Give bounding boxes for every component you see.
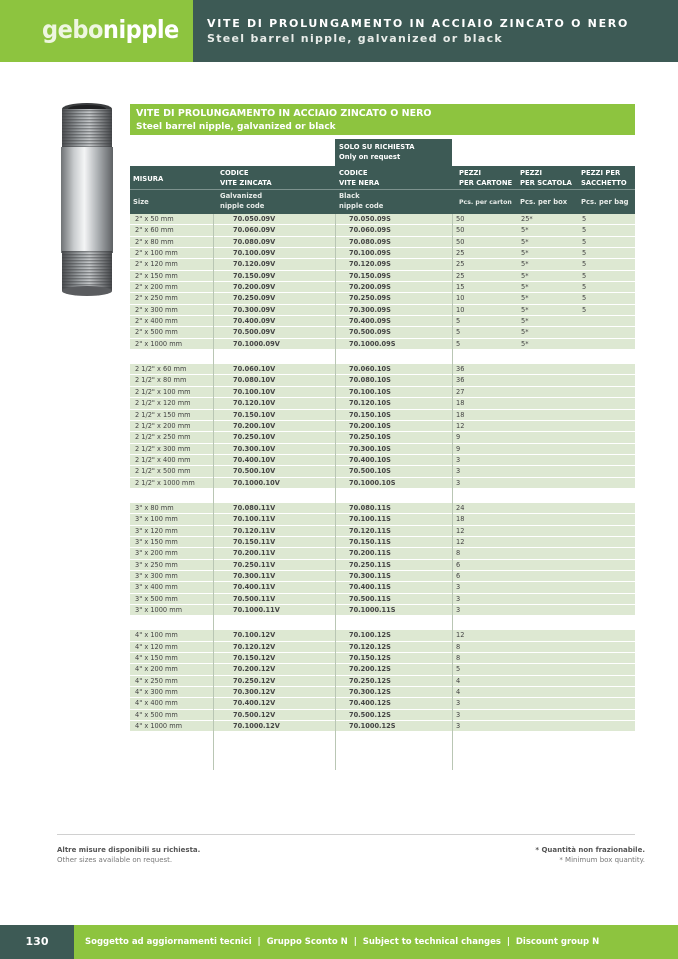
cell-galvanized-code: 70.500.11V [233,594,276,603]
table-row [130,421,635,432]
note-left-en: Other sizes available on request. [57,856,173,864]
table-row [130,503,635,514]
col-codice-zincata [220,169,272,188]
table-row [130,560,635,571]
cell-pcs-carton: 24 [456,503,465,512]
table-row [130,605,635,616]
cell-galvanized-code: 70.300.11V [233,571,276,580]
cell-size: 2 1/2" x 1000 mm [135,478,195,487]
cell-black-code: 70.100.12S [349,631,391,640]
cell-galvanized-code: 70.100.11V [233,515,276,524]
cell-galvanized-code: 70.400.09V [233,317,276,326]
cell-pcs-box: 5* [521,294,529,303]
col-codice-zincata-2: VITE ZINCATA [220,178,272,187]
cell-black-code: 70.120.11S [349,526,391,535]
note-left-it: Altre misure disponibili su richiesta. [57,846,201,854]
col-pcs-bag: Pcs. per bag [581,198,629,206]
table-row [130,271,635,282]
col-pezzi-scatola-2: PER SCATOLA [520,178,572,187]
cell-black-code: 70.250.11S [349,560,391,569]
cell-pcs-carton: 18 [456,399,465,408]
cell-black-code: 70.300.10S [349,444,391,453]
cell-size: 4" x 1000 mm [135,722,183,731]
col-misura: MISURA [133,175,164,183]
cell-pcs-carton: 8 [456,642,461,651]
cell-black-code: 70.300.12S [349,688,391,697]
cell-black-code: 70.250.10S [349,433,391,442]
cell-size: 4" x 250 mm [135,676,178,685]
cell-size: 3" x 150 mm [135,537,178,546]
cell-pcs-carton: 6 [456,560,461,569]
cell-galvanized-code: 70.300.09V [233,305,276,314]
cell-galvanized-code: 70.200.12V [233,665,276,674]
cell-pcs-carton: 5 [456,328,461,337]
cell-black-code: 70.060.09S [349,226,391,235]
table-body [130,214,635,732]
cell-pcs-carton: 25 [456,249,465,258]
table-row [130,653,635,664]
table-row [130,478,635,489]
cell-pcs-box: 5* [521,283,529,292]
cell-pcs-carton: 3 [456,478,461,487]
cell-size: 4" x 100 mm [135,631,178,640]
cell-pcs-box: 5* [521,226,529,235]
cell-galvanized-code: 70.150.09V [233,271,276,280]
header-title-it: VITE DI PROLUNGAMENTO IN ACCIAIO ZINCATO O NERO [207,17,630,30]
cell-pcs-carton: 3 [456,722,461,731]
cell-size: 2" x 1000 mm [135,339,183,348]
gebonipple-logo [42,15,179,44]
cell-pcs-carton: 5 [456,317,461,326]
cell-black-code: 70.250.09S [349,294,391,303]
cell-black-code: 70.060.10S [349,365,391,374]
cell-size: 4" x 120 mm [135,642,178,651]
cell-pcs-carton: 3 [456,467,461,476]
cell-size: 2" x 400 mm [135,317,178,326]
table-row [130,327,635,338]
cell-size: 3" x 100 mm [135,515,178,524]
col-pezzi-scatola-1: PEZZI [520,169,543,177]
cell-galvanized-code: 70.120.12V [233,642,276,651]
cell-galvanized-code: 70.150.11V [233,537,276,546]
table-row [130,594,635,605]
cell-black-code: 70.500.09S [349,328,391,337]
cell-black-code: 70.400.12S [349,699,391,708]
cell-black-code: 70.500.11S [349,594,391,603]
cell-black-code: 70.200.10S [349,421,391,430]
cell-black-code: 70.150.09S [349,271,391,280]
cell-pcs-carton: 3 [456,606,461,614]
cell-size: 3" x 250 mm [135,560,178,569]
cell-pcs-carton: 25 [456,271,465,280]
cell-pcs-box: 5* [521,260,529,269]
cell-size: 2 1/2" x 200 mm [135,421,191,430]
group-spacer [130,350,635,364]
cell-black-code: 70.050.09S [349,215,391,223]
only-on-request-header [335,139,452,166]
table-row [130,444,635,455]
cell-galvanized-code: 70.1000.11V [233,606,280,614]
cell-black-code: 70.1000.11S [349,606,396,614]
table-row [130,237,635,248]
cell-size: 4" x 200 mm [135,665,178,674]
cell-galvanized-code: 70.300.10V [233,444,276,453]
table-row [130,339,635,350]
cell-galvanized-code: 70.200.10V [233,421,276,430]
cell-pcs-carton: 12 [456,421,465,430]
cell-black-code: 70.200.12S [349,665,391,674]
cell-pcs-carton: 9 [456,433,461,442]
col-pezzi-cartone [459,169,512,188]
cell-size: 3" x 300 mm [135,571,178,580]
cell-pcs-carton: 3 [456,699,461,708]
cell-galvanized-code: 70.500.10V [233,467,276,476]
cell-galvanized-code: 70.150.12V [233,654,276,663]
cell-pcs-carton: 3 [456,583,461,592]
cell-black-code: 70.100.09S [349,249,391,258]
cell-black-code: 70.1000.10S [349,478,396,487]
table-row [130,526,635,537]
cell-size: 2" x 120 mm [135,260,178,269]
cell-pcs-bag: 5 [582,294,587,303]
table-row [130,387,635,398]
cell-black-code: 70.1000.09S [349,339,396,348]
table-row [130,537,635,548]
cell-size: 2" x 100 mm [135,249,178,258]
cell-size: 2 1/2" x 120 mm [135,399,191,408]
table-row [130,514,635,525]
table-row [130,571,635,582]
table-row [130,364,635,375]
cell-size: 4" x 300 mm [135,688,178,697]
column-divider [213,214,214,770]
cell-pcs-carton: 12 [456,631,465,640]
notes-divider [57,834,635,835]
table-row [130,710,635,721]
column-divider [452,214,453,770]
table-row [130,582,635,593]
table-row [130,698,635,709]
cell-pcs-carton: 18 [456,515,465,524]
col-pezzi-sacchetto-2: SACCHETTO [581,178,627,187]
cell-size: 2" x 200 mm [135,283,178,292]
cell-black-code: 70.400.10S [349,455,391,464]
group-spacer [130,616,635,630]
cell-black-code: 70.080.10S [349,376,391,385]
cell-size: 2" x 50 mm [135,215,174,223]
cell-galvanized-code: 70.050.09V [233,215,276,223]
cell-galvanized-code: 70.120.11V [233,526,276,535]
table-row [130,548,635,559]
col-pcs-box: Pcs. per box [520,198,568,206]
cell-size: 4" x 150 mm [135,654,178,663]
cell-black-code: 70.150.11S [349,537,391,546]
table-row [130,398,635,409]
cell-pcs-carton: 10 [456,294,465,303]
cell-black-code: 70.500.12S [349,710,391,719]
cell-size: 2 1/2" x 80 mm [135,376,187,385]
cell-galvanized-code: 70.250.10V [233,433,276,442]
cell-pcs-carton: 6 [456,571,461,580]
table-row [130,282,635,293]
cell-black-code: 70.080.09S [349,237,391,246]
cell-black-code: 70.120.09S [349,260,391,269]
cell-galvanized-code: 70.200.11V [233,549,276,558]
cell-galvanized-code: 70.200.09V [233,283,276,292]
cell-black-code: 70.150.10S [349,410,391,419]
table-row [130,410,635,421]
col-galvanized-code-1: Galvanized [220,192,263,200]
table-row [130,316,635,327]
cell-galvanized-code: 70.100.09V [233,249,276,258]
col-pezzi-cartone-1: PEZZI [459,169,482,177]
logo-alt-text: nipple [102,15,179,44]
cell-pcs-carton: 50 [456,237,465,246]
cell-galvanized-code: 70.100.10V [233,387,276,396]
table-row [130,214,635,225]
cell-pcs-carton: 3 [456,710,461,719]
cell-pcs-bag: 5 [582,305,587,314]
col-codice-zincata-1: CODICE [220,169,249,177]
cell-pcs-carton: 5 [456,665,461,674]
cell-size: 2 1/2" x 250 mm [135,433,191,442]
cell-size: 3" x 500 mm [135,594,178,603]
cell-galvanized-code: 70.100.12V [233,631,276,640]
solo-label-it: SOLO SU RICHIESTA [339,143,415,151]
cell-size: 3" x 80 mm [135,503,174,512]
cell-black-code: 70.300.09S [349,305,391,314]
cell-pcs-bag: 5 [582,226,587,235]
cell-size: 3" x 120 mm [135,526,178,535]
cell-pcs-box: 5* [521,339,529,348]
col-pezzi-sacchetto-1: PEZZI PER [581,169,621,177]
header-title-en: Steel barrel nipple, galvanized or black [207,32,504,45]
cell-galvanized-code: 70.1000.10V [233,478,280,487]
cell-galvanized-code: 70.500.12V [233,710,276,719]
table-row [130,466,635,477]
col-galvanized-code-2: nipple code [220,201,265,210]
cell-pcs-box: 5* [521,317,529,326]
cell-pcs-carton: 3 [456,455,461,464]
cell-black-code: 70.200.11S [349,549,391,558]
cell-black-code: 70.400.11S [349,583,391,592]
table-header [130,166,635,214]
cell-galvanized-code: 70.1000.09V [233,339,280,348]
cell-size: 3" x 1000 mm [135,606,183,614]
table-row [130,455,635,466]
cell-size: 2 1/2" x 150 mm [135,410,191,419]
cell-size: 2" x 250 mm [135,294,178,303]
cell-pcs-carton: 9 [456,444,461,453]
cell-galvanized-code: 70.500.09V [233,328,276,337]
table-row [130,630,635,641]
table-row [130,375,635,386]
cell-black-code: 70.080.11S [349,503,391,512]
table-row [130,664,635,675]
cell-black-code: 70.500.10S [349,467,391,476]
column-divider [335,214,336,770]
cell-pcs-carton: 25 [456,260,465,269]
page-number: 130 [0,925,74,959]
section-title-bar [130,104,635,135]
cell-size: 2 1/2" x 500 mm [135,467,191,476]
cell-pcs-box: 5* [521,249,529,258]
cell-black-code: 70.120.10S [349,399,391,408]
col-codice-nera-2: VITE NERA [339,178,380,187]
col-size: Size [133,198,149,206]
footer-text: Soggetto ad aggiornamenti tecnici | Gruppo Sconto N | Subject to technical changes | Discount group N [85,937,600,947]
cell-pcs-carton: 4 [456,688,461,697]
table-row [130,687,635,698]
table-row [130,432,635,443]
cell-black-code: 70.1000.12S [349,722,396,731]
cell-pcs-carton: 12 [456,537,465,546]
table-row [130,259,635,270]
header-separator [130,189,635,190]
group-spacer [130,489,635,503]
cell-size: 4" x 400 mm [135,699,178,708]
table-row [130,293,635,304]
cell-black-code: 70.250.12S [349,676,391,685]
cell-size: 2" x 150 mm [135,271,178,280]
logo-main-text: gebo [42,15,103,44]
cell-pcs-bag: 5 [582,249,587,258]
cell-galvanized-code: 70.150.10V [233,410,276,419]
solo-label-en: Only on request [339,153,401,161]
cell-black-code: 70.100.10S [349,387,391,396]
cell-pcs-box: 25* [521,215,533,223]
cell-pcs-box: 5* [521,328,529,337]
cell-black-code: 70.150.12S [349,654,391,663]
cell-pcs-carton: 5 [456,339,461,348]
col-pcs-carton: Pcs. per carton [459,199,512,206]
cell-pcs-carton: 27 [456,387,465,396]
section-title-en: Steel barrel nipple, galvanized or black [136,122,336,132]
cell-galvanized-code: 70.080.11V [233,503,276,512]
cell-pcs-carton: 8 [456,654,461,663]
cell-galvanized-code: 70.1000.12V [233,722,280,731]
note-right-en: * Minimum box quantity. [559,856,645,864]
cell-black-code: 70.200.09S [349,283,391,292]
barrel-nipple-image [58,101,116,297]
cell-black-code: 70.100.11S [349,515,391,524]
cell-pcs-carton: 15 [456,283,465,292]
cell-galvanized-code: 70.120.09V [233,260,276,269]
table-row [130,642,635,653]
cell-galvanized-code: 70.250.12V [233,676,276,685]
cell-pcs-carton: 50 [456,215,465,223]
cell-galvanized-code: 70.080.09V [233,237,276,246]
cell-galvanized-code: 70.080.10V [233,376,276,385]
cell-pcs-carton: 8 [456,549,461,558]
table-row [130,225,635,236]
cell-black-code: 70.300.11S [349,571,391,580]
section-title-it: VITE DI PROLUNGAMENTO IN ACCIAIO ZINCATO O NERO [136,108,432,119]
cell-pcs-carton: 12 [456,526,465,535]
cell-size: 2" x 60 mm [135,226,174,235]
cell-size: 4" x 500 mm [135,710,178,719]
cell-galvanized-code: 70.120.10V [233,399,276,408]
cell-size: 2 1/2" x 60 mm [135,365,187,374]
cell-size: 3" x 200 mm [135,549,178,558]
note-right-it: * Quantità non frazionabile. [535,846,645,854]
cell-pcs-box: 5* [521,305,529,314]
cell-size: 2 1/2" x 400 mm [135,455,191,464]
col-pezzi-cartone-2: PER CARTONE [459,178,513,187]
cell-size: 3" x 400 mm [135,583,178,592]
cell-pcs-box: 5* [521,271,529,280]
cell-galvanized-code: 70.400.12V [233,699,276,708]
col-codice-nera [339,169,379,188]
cell-pcs-box: 5* [521,237,529,246]
col-galvanized-code [220,192,264,211]
cell-pcs-carton: 50 [456,226,465,235]
table-row [130,305,635,316]
cell-pcs-bag: 5 [582,283,587,292]
cell-pcs-bag: 5 [582,271,587,280]
cell-black-code: 70.400.09S [349,317,391,326]
table-row [130,721,635,732]
cell-size: 2" x 500 mm [135,328,178,337]
col-pezzi-scatola [520,169,572,188]
cell-pcs-bag: 5 [582,237,587,246]
col-black-code-2: nipple code [339,201,384,210]
cell-galvanized-code: 70.060.10V [233,365,276,374]
cell-galvanized-code: 70.300.12V [233,688,276,697]
table-row [130,676,635,687]
cell-pcs-bag: 5 [582,260,587,269]
cell-galvanized-code: 70.250.11V [233,560,276,569]
cell-pcs-carton: 10 [456,305,465,314]
col-black-code-1: Black [339,192,360,200]
cell-size: 2" x 80 mm [135,237,174,246]
cell-galvanized-code: 70.400.11V [233,583,276,592]
cell-size: 2 1/2" x 300 mm [135,444,191,453]
cell-pcs-carton: 36 [456,376,465,385]
cell-galvanized-code: 70.400.10V [233,455,276,464]
col-black-code [339,192,383,211]
logo-box [0,0,193,62]
cell-galvanized-code: 70.060.09V [233,226,276,235]
cell-galvanized-code: 70.250.09V [233,294,276,303]
cell-pcs-carton: 18 [456,410,465,419]
col-pezzi-sacchetto [581,169,627,188]
cell-size: 2" x 300 mm [135,305,178,314]
cell-pcs-carton: 4 [456,676,461,685]
cell-pcs-carton: 36 [456,365,465,374]
cell-pcs-bag: 5 [582,215,587,223]
cell-black-code: 70.120.12S [349,642,391,651]
table-row [130,248,635,259]
cell-size: 2 1/2" x 100 mm [135,387,191,396]
col-codice-nera-1: CODICE [339,169,368,177]
cell-pcs-carton: 3 [456,594,461,603]
